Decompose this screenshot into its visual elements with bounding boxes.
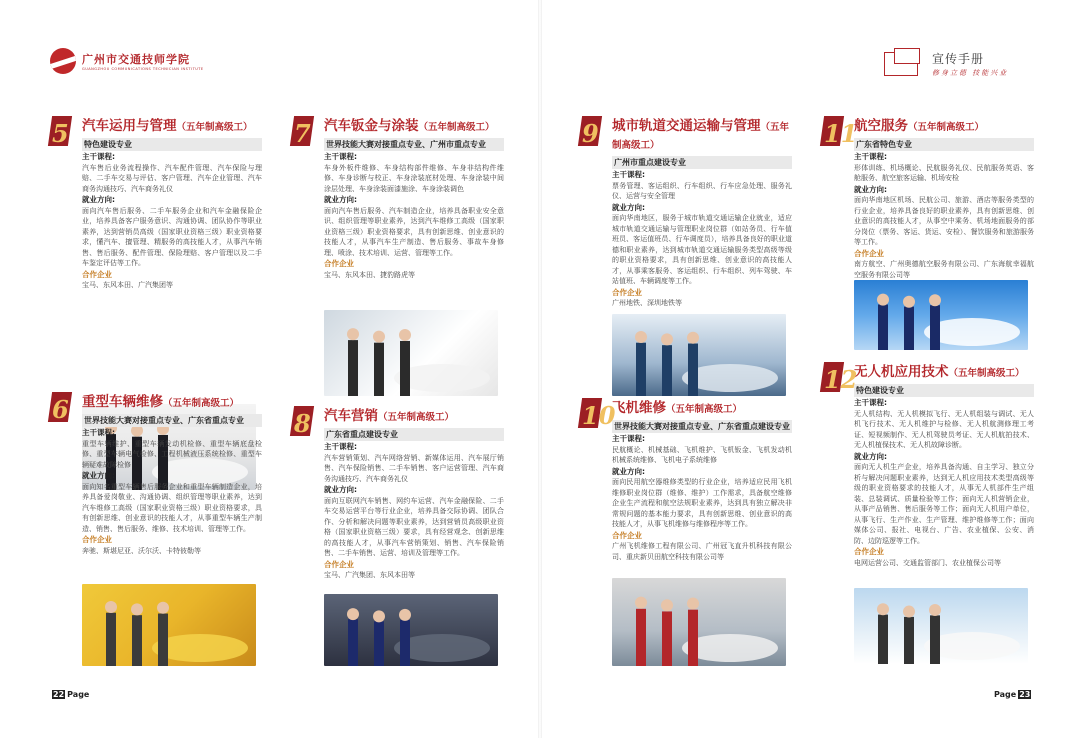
program-title bbox=[82, 118, 262, 136]
career-heading: 就业方向: bbox=[612, 466, 645, 476]
program-tag: 广东省特色专业 bbox=[854, 138, 1034, 151]
section-number: 9 bbox=[582, 119, 599, 148]
partners-heading: 合作企业 bbox=[854, 248, 884, 258]
partners-heading: 合作企业 bbox=[612, 287, 642, 297]
page-word-left: Page bbox=[67, 690, 90, 699]
program-name: 飞机维修 bbox=[612, 400, 666, 416]
courses-heading: 主干课程: bbox=[82, 428, 115, 437]
program-section-12 bbox=[824, 364, 1034, 568]
partners-text: 南方航空、广州奥德航空服务有限公司、广东海航幸福航空服务有限公司等 bbox=[854, 260, 1034, 279]
partners-text: 宝马、东风本田、广汽集团等 bbox=[82, 281, 173, 289]
partners-text: 宝马、广汽集团、东风本田等 bbox=[324, 571, 415, 579]
section-number-badge bbox=[822, 116, 858, 152]
frame-icon-inner bbox=[894, 48, 920, 64]
career-text: 面向华南地区机场、民航公司、旅游、酒店等服务类型的行业企业，培养具备良好的职业素养，具有创新思维、创业意识的高技能人才，从事空中乘务、机场地面服务的部分岗位（票务、客运、货运、安检）、餐饮服务和旅游服务等工作。 bbox=[854, 196, 1034, 246]
program-name: 航空服务 bbox=[854, 118, 908, 134]
program-title bbox=[324, 408, 504, 426]
program-tag: 世界技能大赛对接重点专业、广东省重点专业 bbox=[82, 414, 262, 427]
program-name: 城市轨道交通运输与管理 bbox=[612, 118, 761, 134]
courses-heading: 主干课程: bbox=[324, 152, 357, 161]
page-number-right: 23 bbox=[1019, 690, 1031, 699]
section-number: 12 bbox=[824, 365, 858, 394]
program-tag: 世界技能大赛对接重点专业、广州市重点专业 bbox=[324, 138, 504, 151]
courses-heading: 主干课程: bbox=[612, 434, 645, 443]
program-section-5 bbox=[52, 118, 262, 291]
photo-illustration bbox=[82, 584, 256, 666]
section-number: 6 bbox=[52, 395, 69, 424]
program-photo bbox=[612, 314, 786, 396]
program-title bbox=[854, 118, 1034, 136]
school-name-en: GUANGZHOU COMMUNICATIONS TECHNICIAN INSTITUTE bbox=[82, 67, 204, 71]
section-number-badge bbox=[580, 398, 616, 434]
program-photo bbox=[324, 310, 498, 396]
photo-illustration bbox=[324, 594, 498, 666]
program-name: 汽车运用与管理 bbox=[82, 118, 177, 134]
program-name: 无人机应用技术 bbox=[854, 364, 949, 380]
brochure-header bbox=[884, 48, 1034, 84]
section-number-badge bbox=[50, 116, 78, 152]
career-text: 面向互联网汽车销售、网约车运营、汽车金融保险、二手车交易运营平台等行业企业，培养具备交际协调、团队合作、分析和解决问题等职业素养，达到营销员高级职业资格（国家职业资格三级）要求，具有经营观念、创新思维的高技能人才，从事汽车营销策划、销售、汽车保险销售、二手车销售、运营、培训及管理等工作。 bbox=[324, 496, 504, 557]
program-section-8 bbox=[294, 408, 504, 581]
career-text: 面向汽车售后服务、汽车制造企业，培养具备职业安全意识、组织管理等职业素养，达到汽车维修工高级（国家职业资格三级）职业资格要求，具有创新思维、创业意识的技能人才，从事汽车生产制造、售后服务、事故车身修理、喷涂、技术培训、运营、管理等工作。 bbox=[324, 206, 504, 257]
courses-heading: 主干课程: bbox=[854, 152, 887, 161]
school-emblem-icon bbox=[50, 48, 76, 74]
school-logo bbox=[50, 48, 204, 74]
program-duration: （五年制高级工） bbox=[418, 122, 495, 133]
program-photo bbox=[612, 578, 786, 666]
courses-text: 形体训练、机场概论、民航服务礼仪、民航服务英语、客舱服务、航空旅客运输、机场安检 bbox=[854, 163, 1034, 182]
career-heading: 就业方向: bbox=[854, 184, 887, 194]
program-section-11 bbox=[824, 118, 1034, 280]
photo-illustration bbox=[324, 310, 498, 396]
program-tag: 广东省重点建设专业 bbox=[324, 428, 504, 441]
photo-illustration bbox=[612, 578, 786, 666]
courses-text: 车身外板件维修、车身结构部件维修、车身非结构件维修、车身诊断与校正、车身涂装底材处理、车身涂装中间涂层处理、车身涂装面漆施涂、车身涂装调色 bbox=[324, 163, 504, 193]
partners-text: 奔驰、斯堪尼亚、沃尔沃、卡特彼勒等 bbox=[82, 546, 201, 555]
photo-illustration bbox=[854, 280, 1028, 350]
program-duration: （五年制高级工） bbox=[176, 122, 253, 133]
program-title bbox=[82, 394, 262, 412]
courses-heading: 主干课程: bbox=[324, 442, 357, 451]
program-section-7 bbox=[294, 118, 504, 280]
program-photo bbox=[324, 594, 498, 666]
courses-text: 无人机结构、无人机模拟飞行、无人机组装与调试、无人机飞行技术、无人机维护与检修、无人机航测修理工考证、短视频制作、无人机驾驶员考证、无人机航拍技术、无人机植保技术、无人机故障诊断。 bbox=[854, 409, 1034, 449]
brochure-slogan: 修身立德 技能兴业 bbox=[932, 69, 1009, 77]
program-title bbox=[854, 364, 1034, 382]
program-tag: 特色建设专业 bbox=[854, 384, 1034, 397]
program-photo bbox=[854, 280, 1028, 350]
section-number-badge bbox=[50, 392, 78, 428]
program-tag: 世界技能大赛对接重点专业、广东省重点建设专业 bbox=[614, 422, 790, 431]
section-number-badge bbox=[292, 116, 320, 152]
section-number: 10 bbox=[582, 401, 616, 430]
section-number: 5 bbox=[52, 119, 69, 148]
program-duration: （五年制高级工） bbox=[948, 368, 1025, 379]
courses-heading: 主干课程: bbox=[854, 398, 887, 407]
program-name: 重型车辆维修 bbox=[82, 394, 163, 410]
program-tag: 广州市重点建设专业 bbox=[612, 156, 792, 169]
courses-text: 重型车辆维护、重型车辆发动机检修、重型车辆底盘检修、重型车辆电气检修、工程机械液压系统检修、重型车辆疑难故障检修 bbox=[82, 439, 262, 469]
section-number: 8 bbox=[294, 409, 311, 438]
partners-heading: 合作企业 bbox=[324, 259, 354, 268]
career-heading: 就业方向: bbox=[612, 202, 645, 212]
courses-text: 票务管理、客运组织、行车组织、行车应急处理、服务礼仪、运营与安全管理 bbox=[612, 181, 792, 200]
section-number: 11 bbox=[824, 119, 858, 148]
page-word-right: Page bbox=[994, 690, 1017, 699]
career-text: 面向无人机生产企业，培养具备沟通、自主学习、独立分析与解决问题职业素养，达到无人机应用技术类型高级等级的职业资格要求的技能人才，从事无人机部件生产组装、总装调试、质量检验等工作；面向无人机营销企业，从事产品销售、售后服务等工作；面向无人机用户单位，从事飞行、生产作业、生产管理、维护维修等工作；面向媒体公司、报社、电视台、广告、农业植保、公安、消防、边防巡逻等工作。 bbox=[854, 463, 1034, 545]
career-text: 面向知名重型车辆售后服务企业和重型车辆制造企业，培养具备爱岗敬业、沟通协调、组织管理等职业素养，达到汽车维修工高级（国家职业资格三级）职业资格要求，具有创新思维、创业意识的技能人才，从事重型车辆生产制造、销售、售后服务、维修、技术培训、管理等工作。 bbox=[82, 482, 262, 533]
page-number-left: 22 bbox=[53, 690, 65, 699]
program-title bbox=[324, 118, 504, 136]
footer-left bbox=[50, 690, 89, 699]
partners-heading: 合作企业 bbox=[854, 547, 884, 556]
photo-illustration bbox=[612, 314, 786, 396]
courses-text: 汽车售后业务流程操作、汽车配件管理、汽车保险与理赔、二手车交易与评估、客户管理、汽车企业管理、汽车商务沟通技巧、汽车商务礼仪 bbox=[82, 163, 262, 193]
career-heading: 就业方向: bbox=[324, 485, 357, 494]
school-name-cn: 广州市交通技师学院 bbox=[82, 53, 190, 66]
program-photo bbox=[854, 588, 1028, 664]
partners-heading: 合作企业 bbox=[82, 269, 112, 279]
partners-heading: 合作企业 bbox=[612, 530, 642, 540]
program-duration: （五年制高级工） bbox=[378, 412, 455, 423]
career-heading: 就业方向: bbox=[324, 195, 357, 204]
career-heading: 就业方向: bbox=[82, 195, 115, 204]
program-duration: （五年制高级工） bbox=[612, 122, 790, 151]
career-text: 面向华南地区，服务于城市轨道交通运输企业就业，适应城市轨道交通运输与管理职业岗位群（如站务员、行车值班员、客运值班员、行车调度员），培养具备良好的职业道德和职业素养，达到城市轨道交通运输服务类型高级等级的职业资格要求，具有创新思维、创业意识的高技能人才，从事乘客服务、客运组织、行车组织、列车驾驶、车站值班、车辆调度等工作。 bbox=[612, 214, 792, 285]
footer-right bbox=[994, 690, 1033, 699]
program-section-10 bbox=[582, 400, 792, 562]
brochure-title: 宣传手册 bbox=[932, 52, 985, 66]
courses-text: 民航概论、机械基础、飞机维护、飞机钣金、飞机发动机机械系统维修、飞机电子系统维修 bbox=[612, 445, 792, 464]
photo-illustration bbox=[854, 588, 1028, 664]
section-number: 7 bbox=[294, 119, 311, 148]
section-number-badge bbox=[580, 116, 608, 152]
program-title bbox=[612, 400, 792, 418]
career-heading: 就业方向: bbox=[854, 451, 887, 461]
courses-heading: 主干课程: bbox=[612, 170, 645, 179]
program-tag: 特色建设专业 bbox=[82, 138, 262, 151]
program-section-6 bbox=[52, 394, 262, 556]
career-text: 面向汽车售后服务、二手车服务企业和汽车金融保险企业，培养具备客户服务意识、沟通协调、团队协作等职业素养，达到营销员高级（国家职业资格三级）职业资格要求，懂汽车、擅管理、精服务的高技能人才，从事汽车销售、售后服务、配件管理、保险理赔、客户管理以及二手车鉴定评估等工作。 bbox=[82, 206, 262, 267]
section-number-badge bbox=[822, 362, 858, 398]
partners-text: 电网运营公司、交通监管部门、农业植保公司等 bbox=[854, 558, 1001, 567]
program-duration: （五年制高级工） bbox=[163, 398, 240, 409]
courses-heading: 主干课程: bbox=[82, 152, 115, 161]
program-duration: （五年制高级工） bbox=[908, 122, 985, 133]
partners-heading: 合作企业 bbox=[82, 535, 112, 544]
career-heading: 就业方向: bbox=[82, 471, 115, 480]
partners-text: 广州地铁、深圳地铁等 bbox=[612, 299, 682, 307]
program-photo bbox=[82, 584, 256, 666]
partners-text: 宝马、东风本田、捷豹路虎等 bbox=[324, 270, 415, 279]
page-spine bbox=[538, 0, 542, 738]
partners-text: 广州飞机维修工程有限公司、广州冠飞直升机科技有限公司、重庆新贝田航空科技有限公司等 bbox=[612, 542, 792, 561]
courses-text: 汽车营销策划、汽车网络营销、新媒体运用、汽车展厅销售、汽车保险销售、二手车销售、客户运营管理、汽车商务沟通技巧、汽车商务礼仪 bbox=[324, 453, 504, 483]
career-text: 面向民用航空器维修类型的行业企业，培养适应民用飞机维修职业岗位群（维修、维护）工作需求，具备航空维修企业生产流程和航空法规职业素养，达到具有独立解决非常规问题的基本能力要求，具有创新思维、创业意识的高技能人才，从事飞机维修与维修程序等工作。 bbox=[612, 478, 792, 528]
section-number-badge bbox=[292, 406, 320, 442]
partners-heading: 合作企业 bbox=[324, 559, 354, 569]
program-duration: （五年制高级工） bbox=[666, 404, 743, 415]
program-name: 汽车营销 bbox=[324, 408, 378, 424]
program-title bbox=[612, 118, 792, 154]
program-section-9 bbox=[582, 118, 792, 309]
program-name: 汽车钣金与涂装 bbox=[324, 118, 419, 134]
